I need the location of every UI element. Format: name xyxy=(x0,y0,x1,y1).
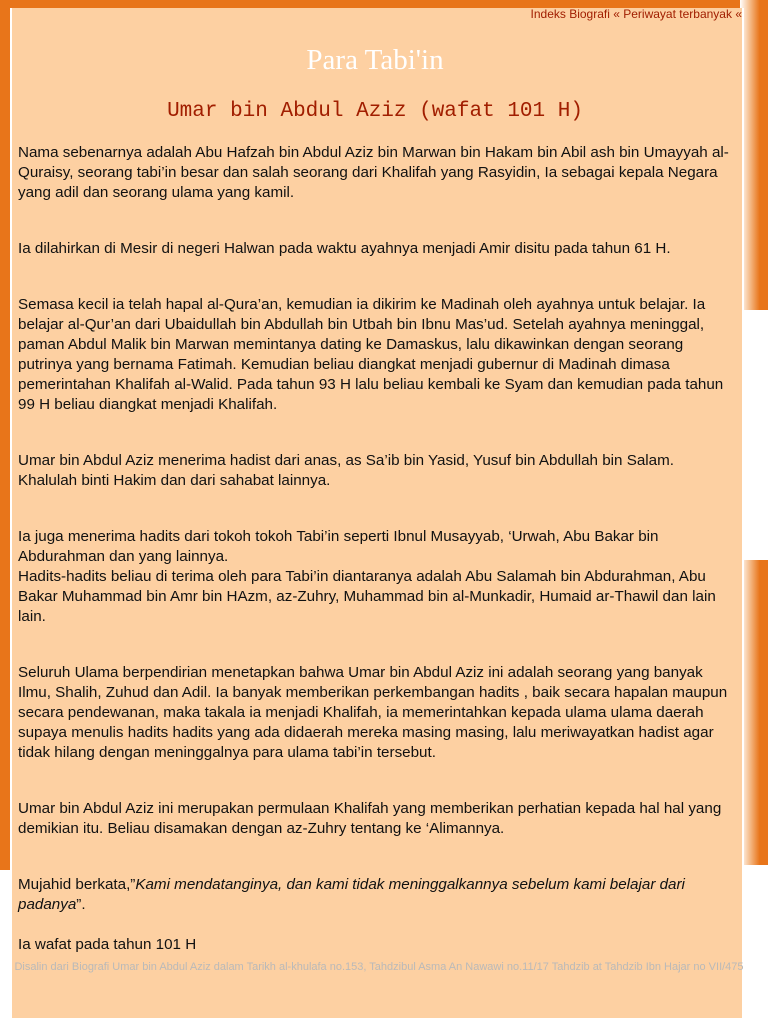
paragraph-scholarship: Seluruh Ulama berpendirian menetapkan bahwa Umar bin Abdul Aziz ini adalah seorang yang banyak Ilmu, Shalih, Zuhud dan Adil. Ia banyak memberikan perkembangan hadits , baik secara hapalan maupun secara pendewanan, maka takala ia menjadi Khalifah, ia memerintahkan kepada ulama ulama daerah supaya menulis hadits hadits yang ada didaerah mereka masing masing, lalu meriwayatkan hadist agar tidak hilang dengan meninggalnya para ulama tabi’in tersebut. xyxy=(18,664,728,761)
right-frame-stripe-lower xyxy=(740,560,768,865)
nav-separator: « xyxy=(731,7,742,21)
quote-suffix: ”. xyxy=(76,896,86,913)
quote-text: Kami mendatanginya, dan kami tidak meninggalkannya sebelum kami belajar dari padanya xyxy=(18,876,685,913)
left-frame-stripe xyxy=(0,0,10,870)
paragraph-death: Ia wafat pada tahun 101 H xyxy=(18,936,197,953)
paragraph-name: Nama sebenarnya adalah Abu Hafzah bin Abdul Aziz bin Marwan bin Hakam bin Abil ash bin Umayyah al-Quraisy, seorang tabi’in besar dan salah seorang dari Khalifah yang Rasyidin, Ia sebagai kepala Negara yang adil dan seorang ulama yang kamil. xyxy=(18,144,729,201)
site-title: Para Tabi'in xyxy=(306,44,444,76)
paragraph-birth: Ia dilahirkan di Mesir di negeri Halwan pada waktu ayahnya menjadi Amir disitu pada tahun 61 H. xyxy=(18,240,671,257)
nav-link-periwayat-terbanyak[interactable]: Periwayat terbanyak xyxy=(623,7,732,21)
right-frame-stripe-upper xyxy=(740,0,768,310)
breadcrumb-nav xyxy=(531,7,742,21)
biography-content xyxy=(18,143,736,955)
nav-separator: « xyxy=(609,7,624,21)
paragraph-mujahid-quote xyxy=(18,875,736,915)
nav-link-indeks-biografi[interactable]: Indeks Biografi xyxy=(530,7,610,21)
paragraph-tabiin-teachers: Ia juga menerima hadits dari tokoh tokoh Tabi’in seperti Ibnul Musayyab, ‘Urwah, Abu Bakar bin Abdurahman dan yang lainnya. xyxy=(18,528,659,565)
paragraph-students: Hadits-hadits beliau di terima oleh para Tabi’in diantaranya adalah Abu Salamah bin Abdurahman, Abu Bakar Muhammad bin Amr bin HAzm, az-Zuhry, Muhammad bin al-Munkadir, Humaid ar-Thawil dan lain lain. xyxy=(18,568,716,625)
source-citation: Disalin dari Biografi Umar bin Abdul Aziz dalam Tarikh al-khulafa no.153, Tahdzibul Asma An Nawawi no.11/17 Tahdzib at Tahdzib Ibn Hajar no VII/475 xyxy=(14,961,744,973)
paragraph-khalifah: Umar bin Abdul Aziz ini merupakan permulaan Khalifah yang memberikan perhatian kepada hal hal yang demikian itu. Beliau disamakan dengan az-Zuhry tentang ke ‘Alimannya. xyxy=(18,800,722,837)
paragraph-teachers: Umar bin Abdul Aziz menerima hadist dari anas, as Sa’ib bin Yasid, Yusuf bin Abdullah bin Salam. Khalulah binti Hakim dan dari sahabat lainnya. xyxy=(18,452,674,489)
biography-title: Umar bin Abdul Aziz (wafat 101 H) xyxy=(167,100,583,123)
quote-prefix: Mujahid berkata,” xyxy=(18,876,136,893)
paragraph-education: Semasa kecil ia telah hapal al-Qura’an, kemudian ia dikirim ke Madinah oleh ayahnya untuk belajar. Ia belajar al-Qur’an dari Ubaidullah bin Abdullah bin Utbah bin Ibnu Mas’ud. Setelah ayahnya meninggal, paman Abdul Malik bin Marwan memintanya dating ke Damaskus, lalu dikawinkan dengan seorang putrinya yang bernama Fatimah. Kemudian beliau diangkat menjadi gubernur di Madinah dimasa pemerintahan Khalifah al-Walid. Pada tahun 93 H lalu beliau kembali ke Syam dan kemudian pada tahun 99 H beliau diangkat menjadi Khalifah. xyxy=(18,296,724,413)
